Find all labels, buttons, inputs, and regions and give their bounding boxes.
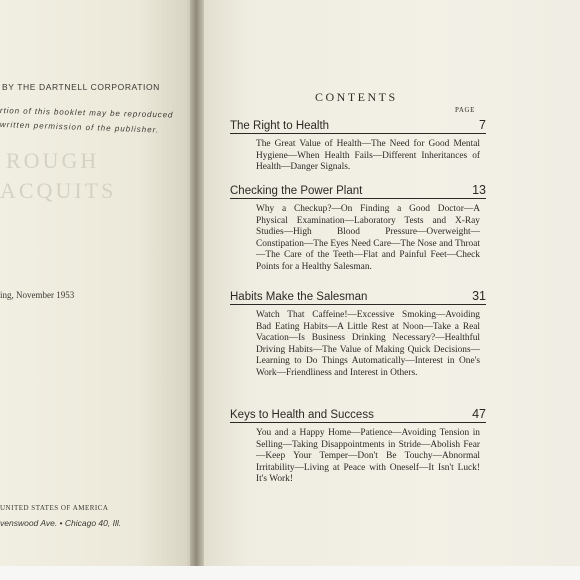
publisher-line: BY THE DARTNELL CORPORATION — [2, 82, 160, 92]
toc-section-summary: The Great Value of Health—The Need for Good Mental Hygiene—When Health Fails—Different Inheritances of Health—Danger Signals. — [256, 139, 480, 173]
book-gutter — [190, 0, 204, 580]
toc-section-header — [230, 118, 486, 134]
left-page — [0, 0, 196, 580]
toc-section-summary: Why a Checkup?—On Finding a Good Doctor—A Physical Examination—Laboratory Tests and X-Ray Studies—High Blood Pressure—Overweight—Constipation—The Eyes Need Care—The Nose and Throat—The Care of the Teeth—Flat and Painful Feet—Check Points for a Healthy Salesman. — [256, 204, 480, 272]
printing-date: ing, November 1953 — [0, 290, 75, 300]
toc-section-page: 7 — [479, 118, 486, 132]
toc-section-title: Keys to Health and Success — [230, 409, 374, 421]
toc-section-title: Checking the Power Plant — [230, 185, 363, 197]
toc-section-title: The Right to Health — [230, 120, 330, 132]
toc-section-title: Habits Make the Salesman — [230, 291, 368, 303]
table-surface — [0, 566, 580, 580]
toc-section-page: 47 — [472, 407, 486, 421]
toc-section — [230, 183, 486, 274]
toc-section-summary: You and a Happy Home—Patience—Avoiding Tension in Selling—Taking Disappointments in Stride—Abolish Fear—Keep Your Temper—Don't Be Touchy—Abnormal Irritability—Living at Peace with Oneself—It Isn't Luck! It's Work! — [256, 428, 480, 485]
toc-section — [230, 289, 486, 380]
rights-notice-line-2: written permission of the publisher. — [0, 120, 160, 135]
toc-section-page: 31 — [472, 289, 486, 303]
toc-section-summary: Watch That Caffeine!—Excessive Smoking—Avoiding Bad Eating Habits—A Little Rest at Noon—Take a Real Vacation—Is Business Drinking Necessary?—Healthful Driving Habits—The Value of Making Quick Decisions—Learning to Do Things Automatically—Interest in One's Work—Friendliness and Interest in Others. — [256, 310, 480, 378]
toc-section-header — [230, 183, 486, 199]
toc-section-header — [230, 407, 486, 423]
printed-in-country: UNITED STATES OF AMERICA — [0, 504, 109, 512]
rights-notice-line-1: rtion of this booklet may be reproduced — [0, 106, 174, 120]
toc-section-page: 13 — [472, 183, 486, 197]
contents-heading: CONTENTS — [315, 90, 398, 104]
toc-section — [230, 118, 486, 174]
publisher-address: venswood Ave. • Chicago 40, Ill. — [0, 518, 122, 528]
toc-section — [230, 407, 486, 486]
show-through-text-1: ROUGH — [6, 148, 100, 173]
page-column-label: PAGE — [455, 106, 476, 114]
show-through-text-2: ACQUITS — [0, 178, 117, 203]
toc-section-header — [230, 289, 486, 305]
